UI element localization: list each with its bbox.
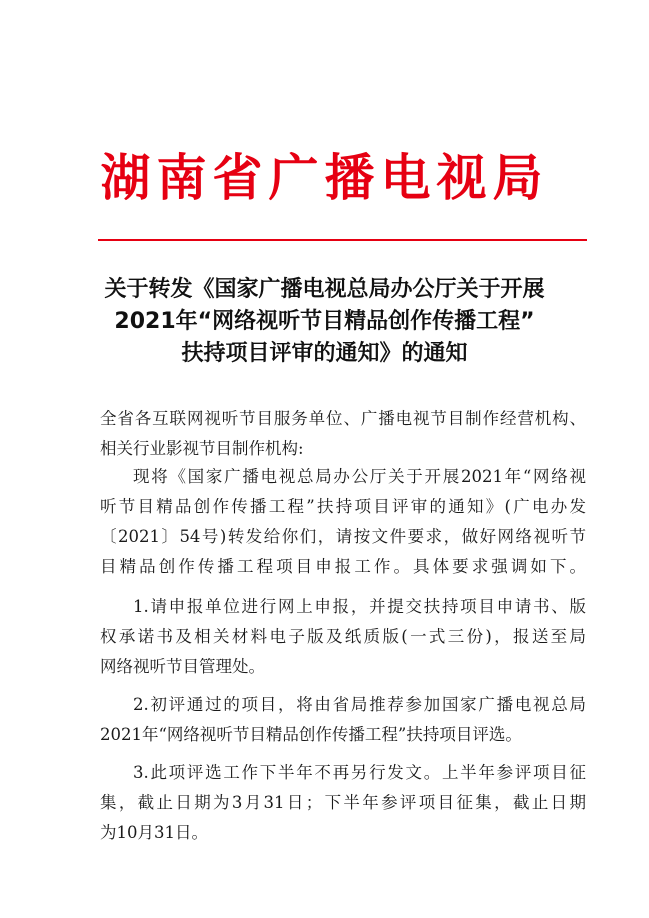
intro-line: 听节目精品创作传播工程”扶持项目评审的通知》(广电办发 — [100, 497, 586, 516]
document-title-line: 扶持项目评审的通知》的通知 — [181, 341, 468, 366]
red-header-rule — [98, 239, 587, 241]
intro-paragraph — [100, 462, 586, 582]
masthead-title: 湖南省广播电视局 — [100, 148, 549, 207]
requirement-line: 为10月31日。 — [100, 823, 208, 842]
requirement-item-3 — [100, 758, 586, 848]
requirement-line: 3.此项评选工作下半年不再另行发文。上半年参评项目征 — [133, 763, 586, 782]
document-title-line: 2021年“网络视听节目精品创作传播工程” — [114, 309, 535, 334]
requirement-item-2 — [100, 690, 586, 750]
requirement-line: 2021年“网络视听节目精品创作传播工程”扶持项目评选。 — [100, 725, 522, 744]
salutation-line: 全省各互联网视听节目服务单位、广播电视节目制作经营机构、 — [100, 409, 586, 428]
salutation-line: 相关行业影视节目制作机构: — [100, 439, 304, 458]
requirement-item-1 — [100, 592, 586, 682]
intro-line: 〔2021〕54号)转发给你们，请按文件要求，做好网络视听节 — [100, 527, 586, 546]
requirement-line: 集，截止日期为3月31日；下半年参评项目征集，截止日期 — [100, 793, 586, 812]
document-title — [60, 274, 589, 370]
requirement-line: 网络视听节目管理处。 — [100, 657, 265, 676]
salutation-paragraph — [100, 404, 586, 464]
document-title-line: 关于转发《国家广播电视总局办公厅关于开展 — [104, 277, 545, 302]
intro-line: 现将《国家广播电视总局办公厅关于开展2021年“网络视 — [133, 467, 586, 486]
requirement-line: 1.请申报单位进行网上申报，并提交扶持项目申请书、版 — [133, 597, 586, 616]
requirement-line: 2.初评通过的项目，将由省局推荐参加国家广播电视总局 — [133, 695, 586, 714]
requirement-line: 权承诺书及相关材料电子版及纸质版(一式三份)，报送至局 — [100, 627, 586, 646]
intro-line: 目精品创作传播工程项目申报工作。具体要求强调如下。 — [100, 557, 586, 576]
